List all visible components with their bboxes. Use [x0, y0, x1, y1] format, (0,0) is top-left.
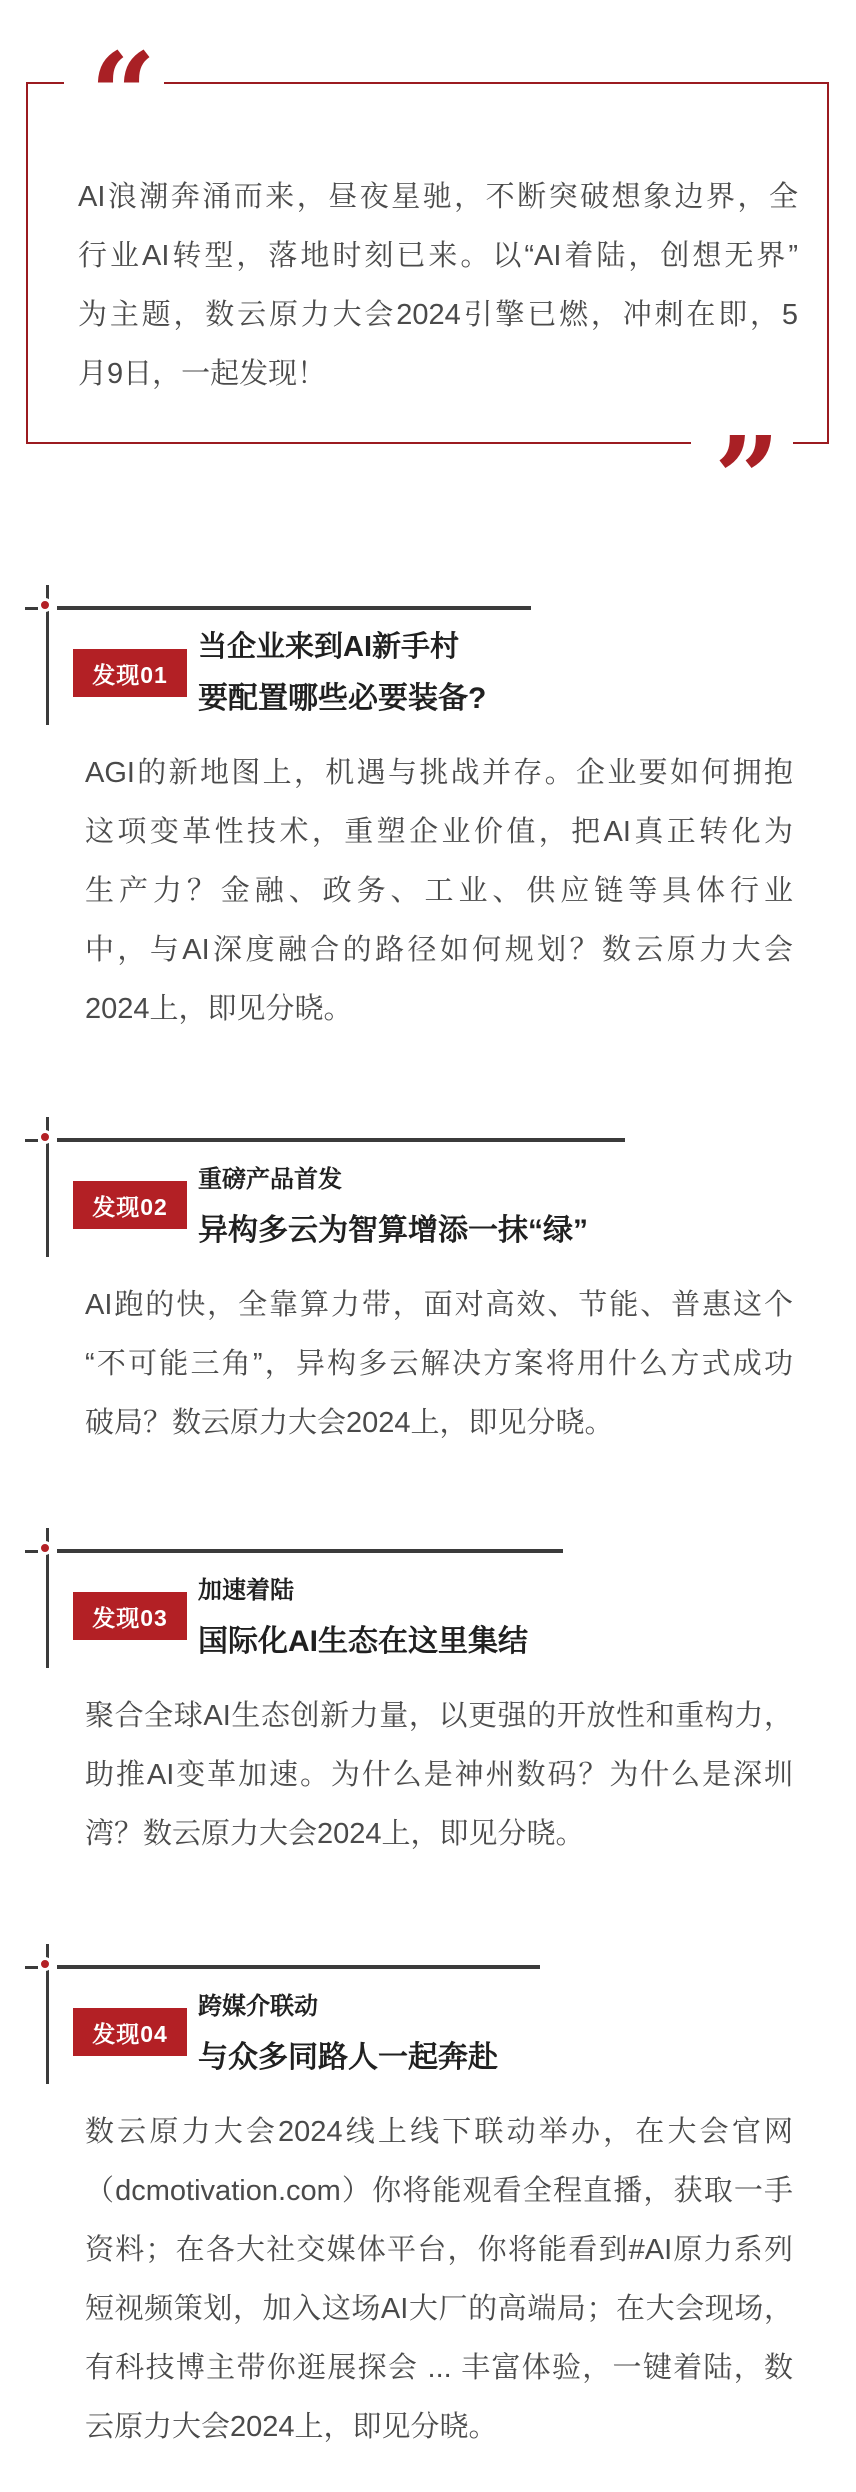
open-quote-icon: “	[90, 28, 157, 163]
text-line: “不可能三角”，异构多云解决方案将用什么方式成功	[85, 1348, 793, 1380]
text-line: 行业AI转型，落地时刻已来。以“AI着陆，创想无界”	[78, 240, 798, 272]
header-rule-dash	[25, 1139, 38, 1142]
discovery-badge: 发现02	[73, 1181, 187, 1229]
section-kicker: 重磅产品首发	[198, 1166, 342, 1193]
text-line: 生产力？金融、政务、工业、供应链等具体行业	[85, 875, 793, 907]
text-line: 中，与AI深度融合的路径如何规划？数云原力大会	[85, 934, 793, 966]
header-rule-dash	[25, 1550, 38, 1553]
section-paragraph	[85, 1276, 793, 1453]
section-kicker: 跨媒介联动	[198, 1993, 318, 2020]
header-dot	[38, 1957, 52, 1971]
section-paragraph	[85, 1687, 793, 1864]
close-quote-icon: ”	[714, 412, 781, 547]
discovery-badge: 发现03	[73, 1592, 187, 1640]
header-rule-line	[57, 1549, 563, 1553]
header-dot	[38, 598, 52, 612]
header-rule-line	[57, 606, 531, 610]
text-line: 有科技博主带你逛展探会 ... 丰富体验，一键着陆，数	[85, 2352, 793, 2384]
section-paragraph	[85, 2103, 793, 2457]
header-dot	[38, 1541, 52, 1555]
header-dot	[38, 1130, 52, 1144]
header-rule-dash	[25, 1966, 38, 1969]
discovery-badge: 发现04	[73, 2008, 187, 2056]
text-line: 湾？数云原力大会2024上，即见分晓。	[85, 1818, 585, 1850]
section-kicker: 加速着陆	[198, 1577, 294, 1604]
text-line: 2024上，即见分晓。	[85, 993, 353, 1025]
section-title: 异构多云为智算增添一抹“绿”	[198, 1214, 588, 1247]
discovery-badge: 发现01	[73, 649, 187, 697]
header-rule-line	[57, 1965, 540, 1969]
text-line: 这项变革性技术，重塑企业价值，把AI真正转化为	[85, 816, 793, 848]
quote-text	[78, 168, 798, 404]
text-line: （dcmotivation.com）你将能观看全程直播，获取一手	[85, 2175, 793, 2207]
section-title: 要配置哪些必要装备?	[198, 682, 487, 715]
text-line: 为主题，数云原力大会2024引擎已燃，冲刺在即，5	[78, 299, 798, 331]
text-line: AI跑的快，全靠算力带，面对高效、节能、普惠这个	[85, 1289, 793, 1321]
text-line: 月9日，一起发现！	[78, 358, 327, 390]
text-line: AGI的新地图上，机遇与挑战并存。企业要如何拥抱	[85, 757, 793, 789]
text-line: 资料；在各大社交媒体平台，你将能看到#AI原力系列	[85, 2234, 793, 2266]
section-title: 国际化AI生态在这里集结	[198, 1625, 528, 1658]
section-paragraph	[85, 744, 793, 1039]
header-rule-line	[57, 1138, 625, 1142]
text-line: 云原力大会2024上，即见分晓。	[85, 2411, 498, 2443]
section-title: 与众多同路人一起奔赴	[198, 2041, 498, 2074]
text-line: 短视频策划，加入这场AI大厂的高端局；在大会现场，	[85, 2293, 793, 2325]
header-rule-dash	[25, 607, 38, 610]
section-kicker: 当企业来到AI新手村	[198, 631, 460, 663]
text-line: AI浪潮奔涌而来，昼夜星驰，不断突破想象边界，全	[78, 181, 798, 213]
text-line: 破局？数云原力大会2024上，即见分晓。	[85, 1407, 614, 1439]
text-line: 助推AI变革加速。为什么是神州数码？为什么是深圳	[85, 1759, 793, 1791]
text-line: 数云原力大会2024线上线下联动举办，在大会官网	[85, 2116, 793, 2148]
text-line: 聚合全球AI生态创新力量，以更强的开放性和重构力，	[85, 1700, 793, 1732]
